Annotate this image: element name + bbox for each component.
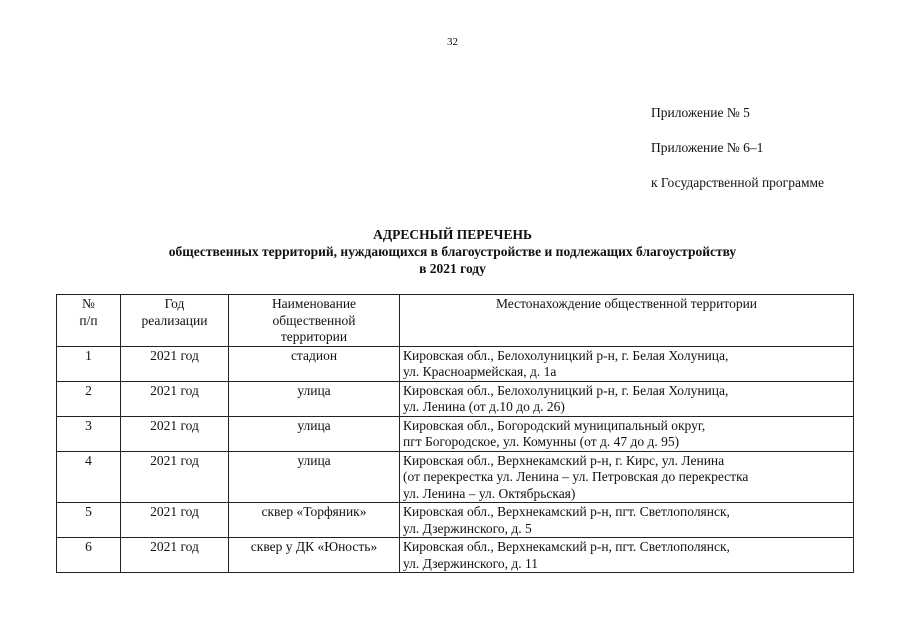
row-location bbox=[400, 451, 854, 503]
header-name-line: общественной bbox=[272, 312, 356, 328]
header-name-line: территории bbox=[280, 329, 348, 344]
row-territory-name: сквер «Торфяник» bbox=[229, 503, 400, 538]
location-line: ул. Дзержинского, д. 11 bbox=[403, 555, 538, 571]
row-num: 3 bbox=[57, 416, 121, 451]
header-location bbox=[400, 295, 854, 347]
header-location-line: Местонахождение общественной территории bbox=[495, 296, 758, 311]
table-row bbox=[57, 346, 854, 381]
row-territory-name: улица bbox=[229, 416, 400, 451]
appendix-line-2: Приложение № 6–1 bbox=[651, 140, 764, 155]
location-line: Кировская обл., Белохолуницкий р-н, г. Белая Холуница, bbox=[403, 382, 729, 398]
document-title bbox=[0, 226, 905, 277]
table-row bbox=[57, 503, 854, 538]
row-territory-name: улица bbox=[229, 451, 400, 503]
header-year bbox=[121, 295, 229, 347]
table-row bbox=[57, 381, 854, 416]
row-year: 2021 год bbox=[121, 346, 229, 381]
header-name-line: Наименование bbox=[271, 296, 357, 311]
location-line: ул. Ленина – ул. Октябрьская) bbox=[403, 485, 576, 501]
row-location bbox=[400, 346, 854, 381]
title-line-2: общественных территорий, нуждающихся в благоустройстве и подлежащих благоустройству bbox=[168, 244, 737, 259]
row-year: 2021 год bbox=[121, 538, 229, 573]
location-line: Кировская обл., Верхнекамский р-н, пгт. Светлополянск, bbox=[403, 539, 730, 554]
row-num: 4 bbox=[57, 451, 121, 503]
row-year: 2021 год bbox=[121, 381, 229, 416]
location-line: пгт Богородское, ул. Комунны (от д. 47 до д. 95) bbox=[403, 434, 680, 449]
row-year: 2021 год bbox=[121, 451, 229, 503]
row-territory-name: стадион bbox=[229, 346, 400, 381]
location-line: ул. Ленина (от д.10 до д. 26) bbox=[403, 399, 565, 414]
location-line: (от перекрестка ул. Ленина – ул. Петровская до перекрестка bbox=[403, 469, 749, 484]
page-number: 32 bbox=[447, 36, 458, 48]
row-location bbox=[400, 538, 854, 573]
table-row bbox=[57, 416, 854, 451]
title-line-3: в 2021 году bbox=[419, 261, 486, 276]
location-line: Кировская обл., Верхнекамский р-н, г. Кирс, ул. Ленина bbox=[403, 452, 725, 468]
row-num: 6 bbox=[57, 538, 121, 573]
location-line: Кировская обл., Богородский муниципальный округ, bbox=[403, 417, 706, 433]
location-line: ул. Дзержинского, д. 5 bbox=[403, 520, 532, 536]
location-line: Кировская обл., Белохолуницкий р-н, г. Белая Холуница, bbox=[403, 347, 729, 363]
row-territory-name: сквер у ДК «Юность» bbox=[229, 538, 400, 573]
table-row bbox=[57, 451, 854, 503]
header-num bbox=[57, 295, 121, 347]
table-header-row bbox=[57, 295, 854, 347]
title-line-1: АДРЕСНЫЙ ПЕРЕЧЕНЬ bbox=[373, 227, 532, 242]
row-num: 5 bbox=[57, 503, 121, 538]
row-num: 1 bbox=[57, 346, 121, 381]
table-row bbox=[57, 538, 854, 573]
row-year: 2021 год bbox=[121, 503, 229, 538]
row-location bbox=[400, 381, 854, 416]
appendix-line-3: к Государственной программе bbox=[651, 175, 825, 190]
header-num-line: № bbox=[82, 296, 95, 311]
row-location bbox=[400, 416, 854, 451]
header-name bbox=[229, 295, 400, 347]
header-num-line: п/п bbox=[79, 312, 98, 328]
header-year-line: реализации bbox=[141, 312, 208, 328]
territories-table bbox=[56, 294, 854, 573]
location-line: Кировская обл., Верхнекамский р-н, пгт. Светлополянск, bbox=[403, 504, 730, 519]
header-year-line: Год bbox=[164, 296, 185, 311]
row-location bbox=[400, 503, 854, 538]
row-num: 2 bbox=[57, 381, 121, 416]
location-line: ул. Красноармейская, д. 1а bbox=[403, 364, 557, 379]
row-territory-name: улица bbox=[229, 381, 400, 416]
row-year: 2021 год bbox=[121, 416, 229, 451]
appendix-line-1: Приложение № 5 bbox=[651, 105, 750, 120]
